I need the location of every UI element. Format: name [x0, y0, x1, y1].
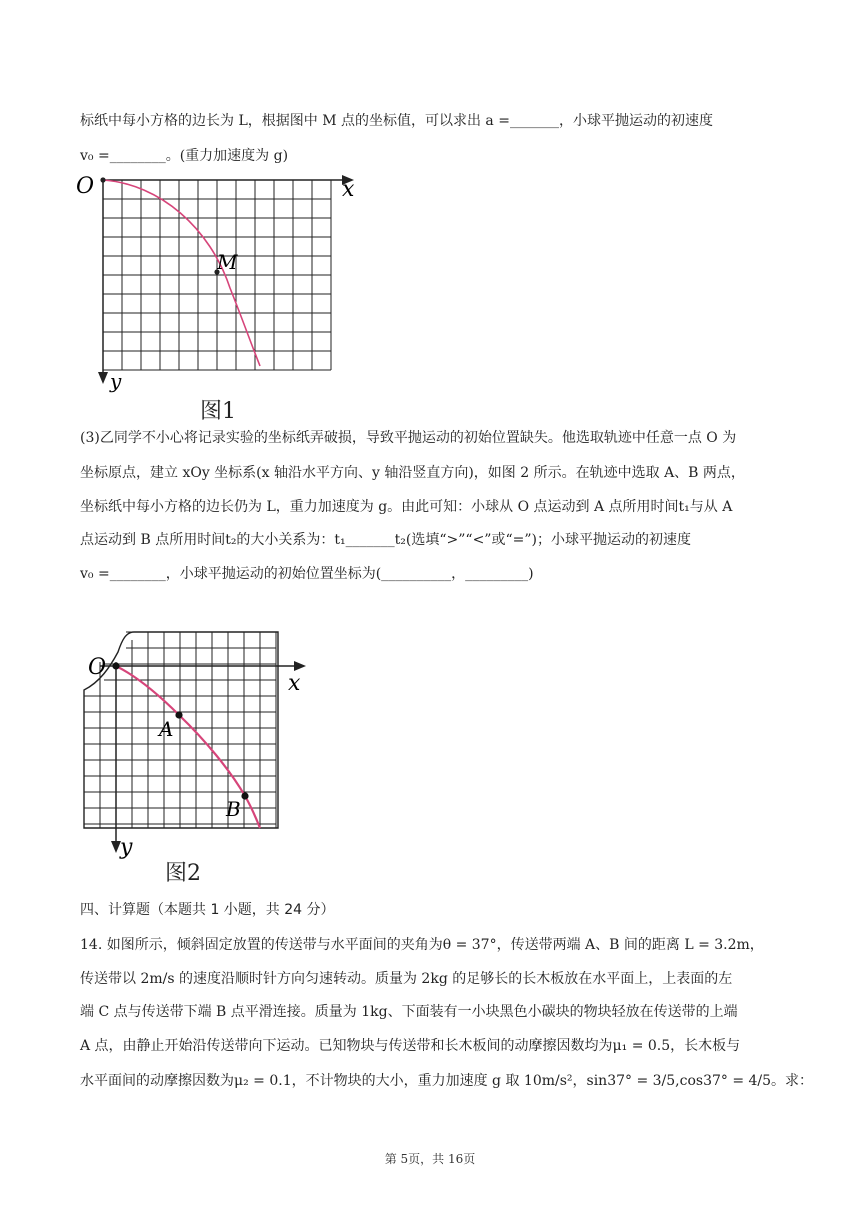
point-b-label: B [226, 797, 241, 821]
y-axis-label: y [120, 835, 133, 860]
origin-label: O [76, 174, 95, 199]
point-m-label: M [217, 250, 238, 274]
y-axis-label: y [110, 369, 122, 393]
page-number: 第 5页，共 16页 [384, 1152, 476, 1166]
text-line: 点运动到 B 点所用时间t₂的大小关系为：t₁_______t₂(选填“>”“<”或“=”)；小球平抛运动的初速度 [80, 532, 691, 548]
figure1-caption: 图1 [200, 399, 236, 424]
text-line: v₀ =________。(重力加速度为 g) [80, 148, 289, 164]
origin-label: O [88, 655, 107, 680]
x-axis-label: x [342, 177, 355, 202]
text-line: 水平面间的动摩擦因数为μ₂ = 0.1，不计物块的大小，重力加速度 g 取 10m/s²，sin37° = 3/5,cos37° = 4/5。求： [80, 1073, 814, 1089]
y-axis-arrow [98, 372, 108, 384]
figure1-graph [70, 168, 370, 398]
text-line: 坐标纸中每小方格的边长仍为 L，重力加速度为 g。由此可知：小球从 O 点运动到 A 点所用时间t₁与从 A [80, 499, 733, 515]
torn-paper-outline [84, 632, 278, 828]
point-origin [112, 662, 119, 669]
text-line: 标纸中每小方格的边长为 L，根据图中 M 点的坐标值，可以求出 a =_______，小球平抛运动的初速度 [80, 113, 713, 129]
x-axis-label: x [288, 671, 301, 696]
point-b [241, 792, 248, 799]
x-axis-arrow [294, 661, 306, 671]
figure2-caption: 图2 [165, 861, 201, 886]
text-line: 传送带以 2m/s 的速度沿顺时针方向匀速转动。质量为 2kg 的足够长的长木板放在水平面上，上表面的左 [80, 971, 733, 987]
text-line: (3)乙同学不小心将记录实验的坐标纸弄破损，导致平抛运动的初始位置缺失。他选取轨迹中任意一点 O 为 [80, 430, 737, 446]
text-line: 坐标原点，建立 xOy 坐标系(x 轴沿水平方向、y 轴沿竖直方向)，如图 2 所示。在轨迹中选取 A、B 两点， [80, 465, 745, 481]
text-line: 端 C 点与传送带下端 B 点平滑连接。质量为 1kg、下面装有一小块黑色小碳块的物块轻放在传送带的上端 [80, 1004, 738, 1020]
figure2-graph [70, 622, 330, 862]
text-line: 14. 如图所示，倾斜固定放置的传送带与水平面间的夹角为θ = 37°，传送带两端 A、B 间的距离 L = 3.2m， [80, 937, 764, 953]
text-line: v₀ =________，小球平抛运动的初始位置坐标为(__________，_________) [80, 566, 534, 582]
text-line: A 点，由静止开始沿传送带向下运动。已知物块与传送带和长木板间的动摩擦因数均为μ₁ = 0.5，长木板与 [80, 1038, 741, 1054]
point-origin [100, 177, 105, 182]
section-heading: 四、计算题（本题共 1 小题，共 24 分） [80, 902, 335, 918]
point-a-label: A [159, 717, 174, 741]
point-a [175, 711, 182, 718]
